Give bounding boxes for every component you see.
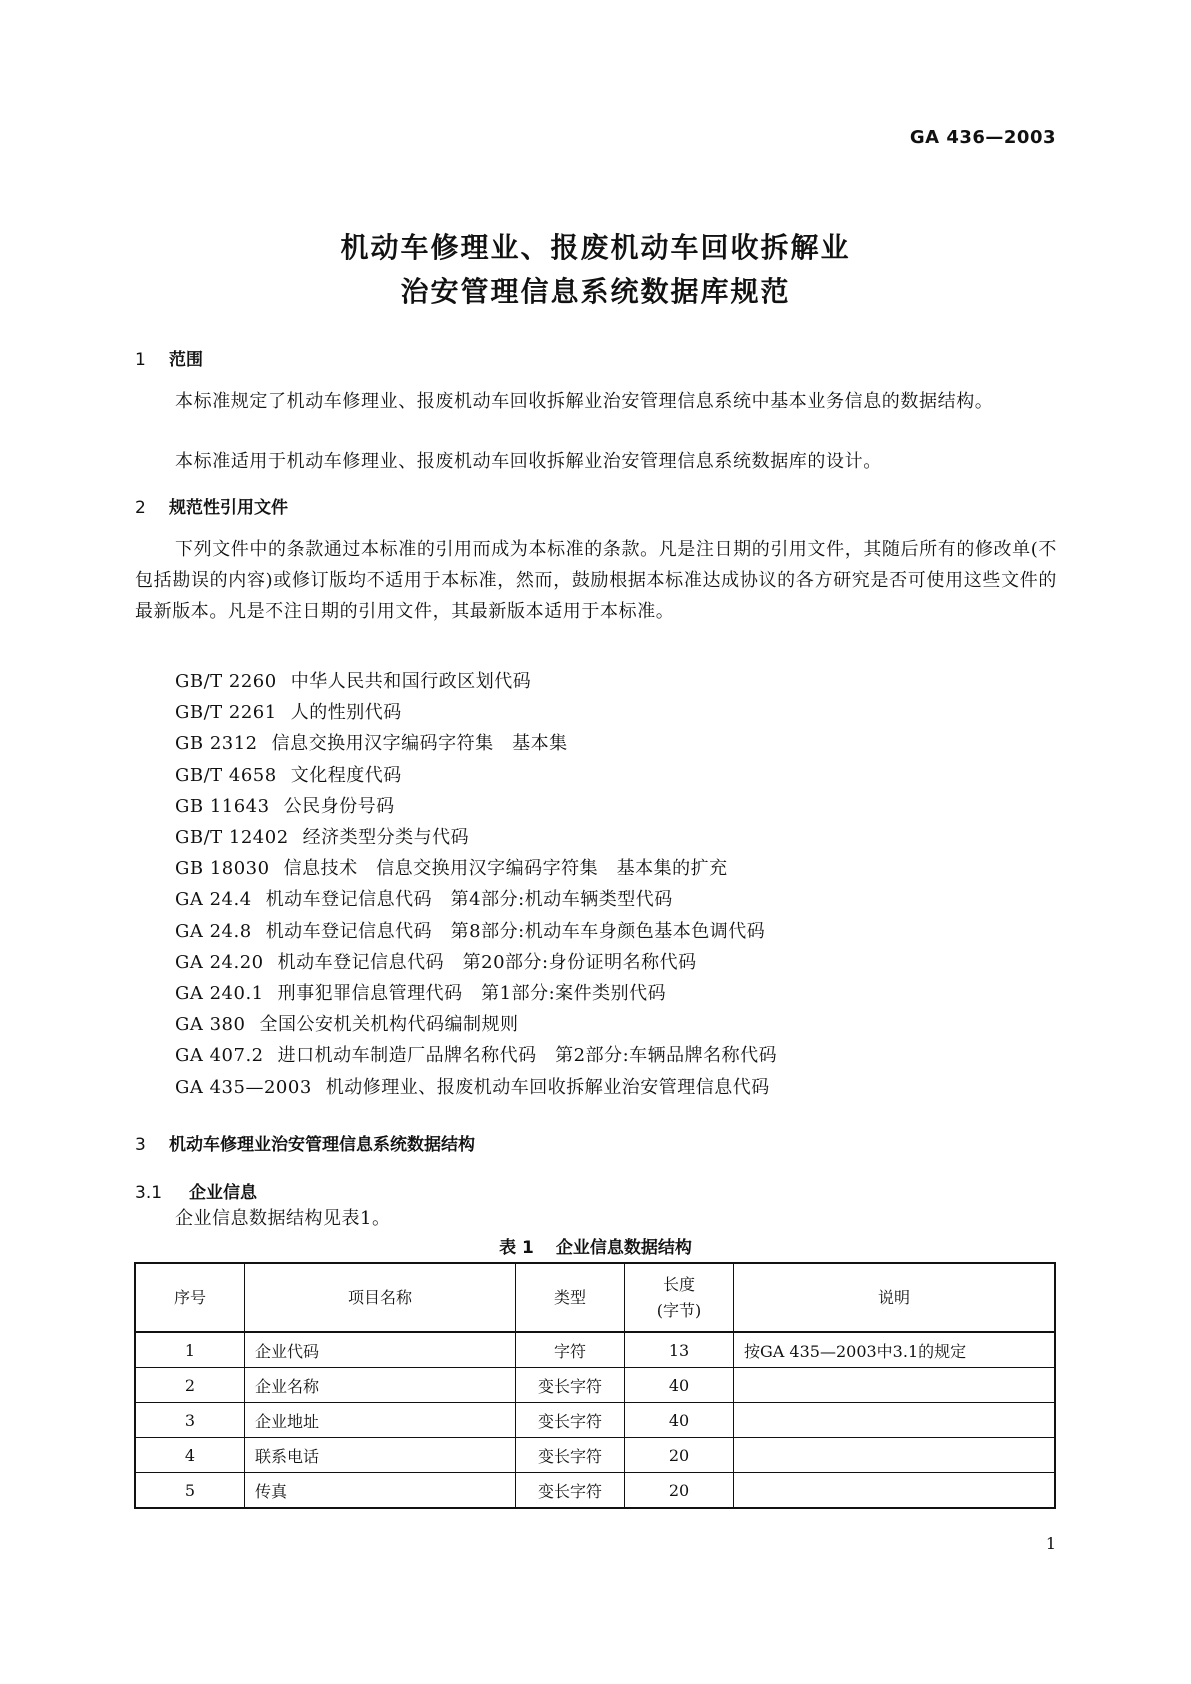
- reference-code: GA 240.1: [175, 983, 264, 1005]
- table-row: [135, 1332, 1055, 1368]
- reference-title: 人的性别代码: [290, 702, 402, 724]
- cell-length: 13: [625, 1332, 734, 1368]
- cell-seq: 2: [135, 1368, 245, 1403]
- header-name: 项目名称: [245, 1263, 516, 1332]
- reference-title: 机动车登记信息代码 第20部分:身份证明名称代码: [277, 951, 697, 973]
- section-2-number: 2: [135, 498, 146, 518]
- reference-title: 中华人民共和国行政区划代码: [290, 671, 532, 692]
- reference-item: [175, 884, 777, 915]
- reference-item: [175, 1009, 777, 1040]
- reference-code: GB 11643: [175, 795, 270, 817]
- section-1-number: 1: [135, 350, 146, 370]
- cell-type: 变长字符: [516, 1438, 625, 1473]
- reference-item: [175, 853, 777, 884]
- section-1-heading: [135, 345, 203, 370]
- reference-item: [175, 728, 777, 759]
- reference-title: 公民身份号码: [283, 795, 395, 817]
- section-3-1-title: 企业信息: [189, 1183, 257, 1203]
- cell-type: 变长字符: [516, 1473, 625, 1509]
- cell-seq: 5: [135, 1473, 245, 1509]
- reference-item: [175, 666, 777, 697]
- section-3-1-text: 企业信息数据结构见表1。: [175, 1208, 391, 1229]
- header-seq: 序号: [135, 1263, 245, 1332]
- reference-list: [175, 666, 777, 1103]
- table-header-row: [135, 1263, 1055, 1332]
- reference-code: GB 18030: [175, 858, 270, 880]
- standard-code: GA 436—2003: [909, 127, 1056, 148]
- cell-name: 企业名称: [245, 1368, 516, 1403]
- reference-title: 刑事犯罪信息管理代码 第1部分:案件类别代码: [277, 983, 667, 1005]
- header-length: [625, 1263, 734, 1332]
- reference-title: 全国公安机关机构代码编制规则: [259, 1014, 519, 1036]
- table-1-caption: [0, 1233, 1191, 1258]
- reference-title: 机动修理业、报废机动车回收拆解业治安管理信息代码: [325, 1076, 770, 1098]
- cell-length: 20: [625, 1438, 734, 1473]
- section-3-title: 机动车修理业治安管理信息系统数据结构: [169, 1135, 475, 1155]
- section-2-heading: [135, 493, 288, 518]
- cell-length: 40: [625, 1403, 734, 1438]
- table-row: [135, 1403, 1055, 1438]
- reference-item: [175, 1072, 777, 1103]
- reference-code: GB/T 2260: [175, 671, 277, 692]
- page-number: 1: [1045, 1534, 1056, 1553]
- reference-item: [175, 947, 777, 978]
- cell-type: 变长字符: [516, 1403, 625, 1438]
- cell-length: 20: [625, 1473, 734, 1509]
- title-line-2: 治安管理信息系统数据库规范: [400, 275, 791, 308]
- reference-item: [175, 978, 777, 1009]
- reference-item: [175, 791, 777, 822]
- section-2-para-1: 下列文件中的条款通过本标准的引用而成为本标准的条款。凡是注日期的引用文件，其随后所有的修改单(不包括勘误的内容)或修订版均不适用于本标准，然而，鼓励根据本标准达成协议的各方研究是否可使用这些文件的最新版本。凡是不注日期的引用文件，其最新版本适用于本标准。: [135, 539, 1057, 622]
- cell-name: 企业地址: [245, 1403, 516, 1438]
- cell-seq: 4: [135, 1438, 245, 1473]
- section-1-para-1: 本标准规定了机动车修理业、报废机动车回收拆解业治安管理信息系统中基本业务信息的数据结构。: [175, 391, 994, 412]
- reference-item: [175, 916, 777, 947]
- title-line-1: 机动车修理业、报废机动车回收拆解业: [340, 231, 851, 264]
- cell-type: 字符: [516, 1332, 625, 1368]
- cell-note: [734, 1403, 1056, 1438]
- cell-length: 40: [625, 1368, 734, 1403]
- header-length-line-1: 长度: [662, 1274, 695, 1294]
- table-row: [135, 1438, 1055, 1473]
- section-3-1-heading: [135, 1178, 257, 1203]
- reference-item: [175, 697, 777, 728]
- reference-title: 机动车登记信息代码 第4部分:机动车辆类型代码: [265, 889, 673, 911]
- reference-code: GA 435—2003: [175, 1076, 312, 1098]
- reference-code: GB/T 4658: [175, 764, 277, 786]
- reference-title: 信息交换用汉字编码字符集 基本集: [271, 733, 568, 755]
- section-3-heading: [135, 1130, 475, 1155]
- section-2-title: 规范性引用文件: [169, 498, 288, 518]
- reference-code: GA 24.20: [175, 951, 264, 973]
- table-row: [135, 1368, 1055, 1403]
- reference-code: GB 2312: [175, 733, 258, 755]
- reference-item: [175, 1040, 777, 1071]
- reference-item: [175, 760, 777, 791]
- reference-code: GA 380: [175, 1014, 246, 1036]
- table-row: [135, 1473, 1055, 1509]
- section-3-number: 3: [135, 1135, 146, 1155]
- reference-title: 经济类型分类与代码: [302, 827, 470, 849]
- header-length-line-2: (字节): [656, 1300, 702, 1320]
- reference-title: 信息技术 信息交换用汉字编码字符集 基本集的扩充: [283, 858, 728, 880]
- table-1-caption-title: 企业信息数据结构: [555, 1238, 692, 1258]
- cell-name: 联系电话: [245, 1438, 516, 1473]
- reference-item: [175, 822, 777, 853]
- cell-seq: 3: [135, 1403, 245, 1438]
- reference-code: GB/T 2261: [175, 702, 277, 724]
- cell-seq: 1: [135, 1332, 245, 1368]
- reference-code: GA 407.2: [175, 1045, 264, 1067]
- cell-note: [734, 1473, 1056, 1509]
- section-1-para-2: 本标准适用于机动车修理业、报废机动车回收拆解业治安管理信息系统数据库的设计。: [175, 451, 882, 472]
- reference-title: 机动车登记信息代码 第8部分:机动车车身颜色基本色调代码: [265, 920, 766, 942]
- reference-title: 进口机动车制造厂品牌名称代码 第2部分:车辆品牌名称代码: [277, 1045, 778, 1067]
- cell-note: 按GA 435—2003中3.1的规定: [734, 1332, 1056, 1368]
- cell-name: 企业代码: [245, 1332, 516, 1368]
- document-title: [0, 226, 1191, 314]
- section-1-title: 范围: [169, 350, 203, 370]
- reference-title: 文化程度代码: [290, 764, 402, 786]
- header-type: 类型: [516, 1263, 625, 1332]
- cell-note: [734, 1368, 1056, 1403]
- table-1: [134, 1262, 1056, 1509]
- reference-code: GB/T 12402: [175, 827, 289, 849]
- cell-name: 传真: [245, 1473, 516, 1509]
- header-note: 说明: [734, 1263, 1056, 1332]
- table-1-caption-number: 表 1: [499, 1238, 534, 1258]
- reference-code: GA 24.8: [175, 920, 252, 942]
- cell-note: [734, 1438, 1056, 1473]
- reference-code: GA 24.4: [175, 889, 252, 911]
- cell-type: 变长字符: [516, 1368, 625, 1403]
- section-3-1-number: 3.1: [135, 1183, 163, 1203]
